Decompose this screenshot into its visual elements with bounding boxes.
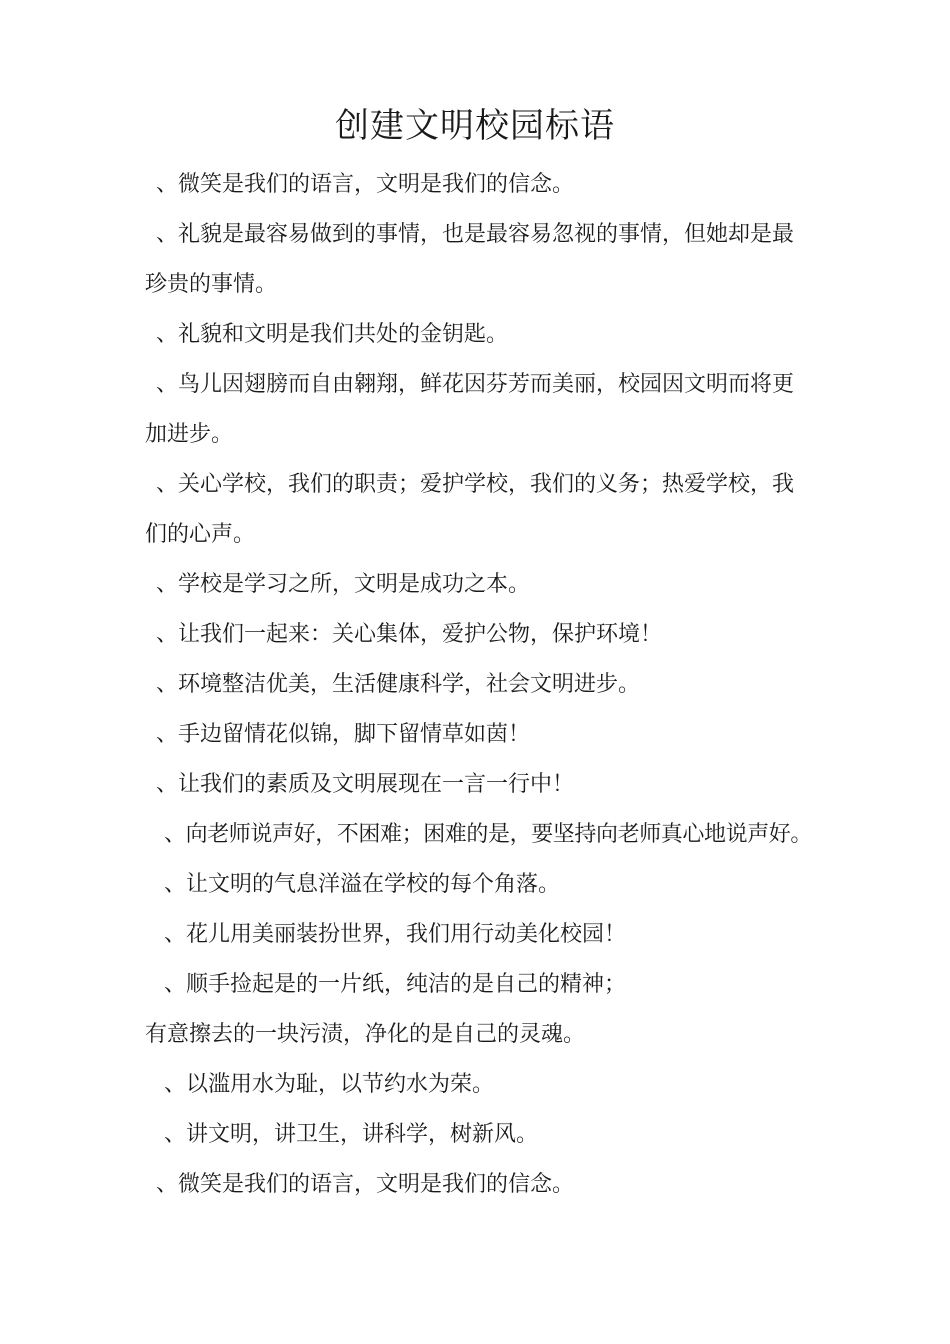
- slogan-line: 、向老师说声好，不困难；困难的是，要坚持向老师真心地说声好。: [164, 822, 813, 847]
- document-title: 创建文明校园标语: [335, 106, 615, 146]
- slogan-line: 、以滥用水为耻，以节约水为荣。: [164, 1072, 495, 1097]
- slogan-line: 珍贵的事情。: [145, 272, 278, 297]
- slogan-line: 、环境整洁优美，生活健康科学，社会文明进步。: [156, 672, 641, 697]
- slogan-line: 、礼貌是最容易做到的事情，也是最容易忽视的事情，但她却是最: [156, 222, 795, 247]
- slogan-line: 、礼貌和文明是我们共处的金钥匙。: [156, 322, 509, 347]
- slogan-line: 、让我们的素质及文明展现在一言一行中！: [156, 772, 575, 797]
- slogan-line: 、讲文明，讲卫生，讲科学，树新风。: [164, 1122, 539, 1147]
- slogan-line: 、花儿用美丽装扮世界，我们用行动美化校园！: [164, 922, 627, 947]
- slogan-line: 们的心声。: [145, 522, 256, 547]
- slogan-line: 、微笑是我们的语言，文明是我们的信念。: [156, 172, 575, 197]
- slogan-line: 、顺手捡起是的一片纸，纯洁的是自己的精神；: [164, 972, 627, 997]
- slogan-line: 、微笑是我们的语言，文明是我们的信念。: [156, 1172, 575, 1197]
- slogan-line: 、让文明的气息洋溢在学校的每个角落。: [164, 872, 561, 897]
- slogan-line: 、让我们一起来：关心集体，爱护公物，保护环境！: [156, 622, 663, 647]
- slogan-line: 、关心学校，我们的职责；爱护学校，我们的义务；热爱学校，我: [156, 472, 795, 497]
- slogan-line: 、手边留情花似锦，脚下留情草如茵！: [156, 722, 531, 747]
- slogan-line: 加进步。: [145, 422, 234, 447]
- slogan-line: 、学校是学习之所，文明是成功之本。: [156, 572, 531, 597]
- slogan-line: 、鸟儿因翅膀而自由翱翔，鲜花因芬芳而美丽，校园因文明而将更: [156, 372, 795, 397]
- slogan-line: 有意擦去的一块污渍，净化的是自己的灵魂。: [145, 1022, 586, 1047]
